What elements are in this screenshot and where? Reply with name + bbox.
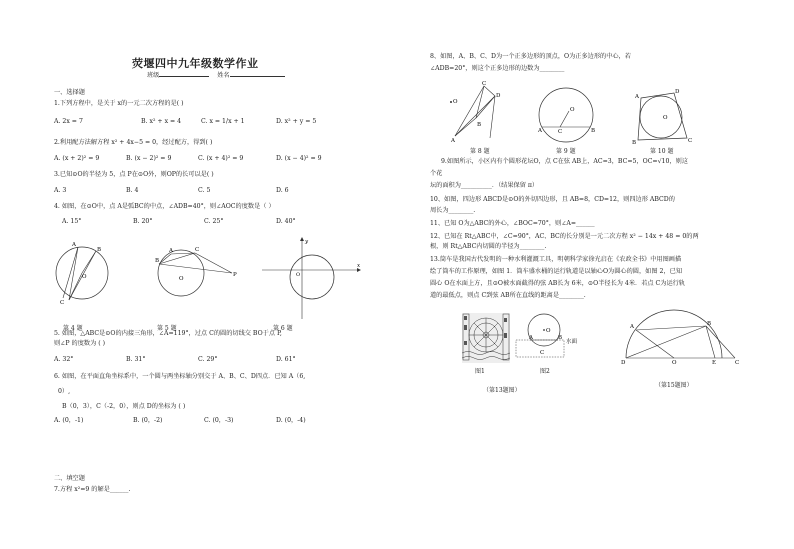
- q10-label-d: D: [675, 89, 680, 95]
- caption-q5: 第 5 题: [157, 325, 177, 332]
- q5-label-c: C: [195, 247, 200, 253]
- q13-line-2: 绘了筒车的工作原理，如图 1．筒车盛水桶的运行轨道是以轴心O为圆心的圆，如图 2，已知: [430, 268, 683, 275]
- q5-label-a: A: [169, 248, 173, 254]
- q15-label-e: E: [712, 360, 717, 366]
- q9-label-o: O: [570, 107, 575, 113]
- q15-label-b: B: [707, 321, 712, 327]
- q9-line-1: 9.如图所示，小区内有个圆形花坛O，点 C在弦 AB上，AC=3，BC=5，OC=√10，则这: [441, 158, 688, 165]
- fig2-label-o: O: [546, 328, 551, 334]
- caption-q8: 第 8 题: [470, 148, 490, 155]
- waterwheel-illustration: [462, 313, 510, 363]
- q15-label-d: D: [621, 360, 626, 366]
- q15-label-o: O: [672, 360, 677, 366]
- q9-line-3: 坛的面积为__________．（结果保留 π）: [430, 182, 539, 189]
- q10-line-2: 周长为________.: [430, 207, 476, 214]
- section-heading-choice: 一、选择题: [54, 89, 85, 96]
- q3-option-a[interactable]: A. 3: [54, 187, 67, 194]
- pt-label-b: B: [97, 247, 102, 253]
- name-blank[interactable]: [230, 70, 285, 77]
- q1-option-a[interactable]: A. 2x = 7: [54, 118, 83, 125]
- caption-q15: （第15题图）: [655, 382, 693, 389]
- q7-stem: 7.方程 x²=9 的解是______.: [54, 486, 131, 493]
- q10-label-c: C: [688, 138, 693, 144]
- q15-label-c: C: [735, 360, 740, 366]
- q2-option-d[interactable]: D. (x − 4)² = 9: [276, 155, 322, 162]
- q2-stem: 2.利用配方法解方程 x² + 4x−5 = 0，经过配方，得到( ): [54, 139, 213, 146]
- caption-q4: 第 4 题: [63, 325, 83, 332]
- q6-option-b[interactable]: B. (0，-2): [133, 417, 163, 424]
- q4-option-b[interactable]: B. 20°: [133, 218, 153, 225]
- figure-q10: [632, 88, 692, 146]
- origin-label: O: [296, 272, 301, 278]
- q5-label-o: O: [179, 276, 184, 282]
- q5-stem-2: 则∠P 的度数为 ( ): [54, 340, 106, 347]
- caption-q9: 第 9 题: [556, 148, 576, 155]
- caption-q6: 第 6 题: [273, 325, 293, 332]
- q8-label-o: O: [453, 99, 458, 105]
- q8-line-1: 8、如图，A、B、C、D为一个正多边形的顶点，O为正多边形的中心，若: [430, 53, 631, 60]
- q12-line-1: 12、已知在 Rt△ABC中，∠C=90°，AC、BC的长分别是一元二次方程 x² − 14x + 48 = 0的两: [430, 233, 699, 240]
- q3-option-d[interactable]: D. 6: [276, 187, 289, 194]
- figure-q15: [620, 318, 742, 366]
- q2-option-c[interactable]: C. (x + 4)² = 9: [198, 155, 244, 162]
- page-title: 荧堰四中九年级数学作业: [132, 57, 259, 70]
- q6-option-c[interactable]: C. (0，-3): [204, 417, 234, 424]
- q5-option-b[interactable]: B. 31°: [126, 356, 146, 363]
- q13-line-3: 圆心 O在水面上方，且⊙O被水面截得的弦 AB长为 6米，⊙O半径长为 4米．若点 C为运行轨: [430, 280, 686, 287]
- q10-label-b: B: [632, 140, 637, 146]
- q1-option-d[interactable]: D. x² + y = 5: [276, 118, 317, 125]
- q6-stem-3: B（0，3），C（-2，0），则点 D的坐标为 ( ): [62, 403, 186, 410]
- q5-stem: 5. 如图，△ABC是⊙O的内接三角形，∠A=119°，过点 C的圆的切线交 BO于点 P,: [54, 330, 282, 337]
- caption-fig2: 图2: [540, 368, 550, 375]
- q13-line-1: 13.筒车是我国古代发明的一种水利灌溉工具，明朝科学家徐光启在《农政全书》中用图画描: [430, 256, 682, 263]
- q10-label-o: O: [663, 115, 668, 121]
- caption-fig1: 图1: [475, 368, 485, 375]
- q12-line-2: 根，则 Rt△ABC内切圆的半径为________.: [430, 243, 547, 250]
- q13-line-4: 道的最低点，则点 C到弦 AB所在直线的距离是________.: [430, 292, 586, 299]
- q8-label-c: C: [482, 81, 487, 87]
- figure-q6: [262, 237, 362, 322]
- q5-label-p: P: [233, 272, 237, 278]
- q8-label-d: D: [496, 93, 501, 99]
- q10-label-a: A: [635, 94, 639, 100]
- q3-option-c[interactable]: C. 5: [198, 187, 211, 194]
- name-label: 姓名: [217, 72, 230, 79]
- q5-option-a[interactable]: A. 32°: [54, 356, 74, 363]
- q9-label-a: A: [538, 128, 542, 134]
- figure-q5: [148, 243, 238, 298]
- q3-option-b[interactable]: B. 4: [126, 187, 139, 194]
- q6-stem-2: 0）,: [58, 388, 71, 395]
- class-label: 班级: [147, 72, 160, 79]
- q2-option-a[interactable]: A. (x + 2)² = 9: [54, 155, 100, 162]
- q15-label-a: A: [630, 324, 634, 330]
- figure-q9: [536, 85, 596, 145]
- q1-option-c[interactable]: C. x = 1/x + 1: [201, 118, 245, 125]
- fig2-label-a: A: [529, 335, 533, 341]
- caption-q13: （第13题图）: [483, 387, 521, 394]
- figure-q4: [55, 240, 115, 310]
- q6-option-d[interactable]: D. (0，-4): [276, 417, 306, 424]
- class-field-row: [147, 70, 285, 80]
- q8-line-2: ∠ADB=20°，则这个正多边形的边数为________: [430, 65, 565, 72]
- q9-label-b: B: [591, 128, 596, 134]
- figure-q8: [446, 82, 501, 142]
- q2-option-b[interactable]: B. (x − 2)² = 9: [126, 155, 172, 162]
- q4-option-a[interactable]: A. 15°: [62, 218, 82, 225]
- q1-option-b[interactable]: B. x² + x = 4: [141, 118, 182, 125]
- axis-label-x: x: [357, 263, 361, 269]
- figure-q13-fig2: [514, 312, 584, 364]
- q10-line-1: 10、如图，四边形 ABCD是⊙O的外切四边形，且 AB=8，CD=12，则四边形 ABCD的: [430, 196, 675, 203]
- q1-stem: 1.下列方程中，是关于 x的一元二次方程的是( ): [54, 100, 184, 107]
- q11-stem: 11、已知 O为△ABC的外心，∠BOC=70°，则∠A=______: [430, 220, 595, 227]
- q8-label-a: A: [451, 138, 455, 144]
- q5-option-c[interactable]: C. 29°: [198, 356, 218, 363]
- caption-q10: 第 10 题: [650, 148, 674, 155]
- q5-label-b: B: [155, 258, 160, 264]
- q6-option-a[interactable]: A. (0，-1): [54, 417, 84, 424]
- section-heading-fill: 二、填空题: [54, 475, 85, 482]
- water-surface-label: 水面: [566, 339, 578, 345]
- q5-option-d[interactable]: D. 61°: [276, 356, 296, 363]
- class-blank[interactable]: [159, 70, 209, 77]
- q4-option-c[interactable]: C. 25°: [204, 218, 224, 225]
- fig2-label-b: B: [558, 335, 563, 341]
- q9-line-2: 个花: [430, 170, 443, 177]
- pt-label-c: C: [60, 300, 65, 306]
- pt-label-o: O: [82, 274, 87, 280]
- q6-stem: 6. 如图，在平面直角坐标系中，一个圆与两坐标轴分别交于 A、B、C、D四点．已知 A（6,: [54, 373, 306, 380]
- q3-stem: 3.已知⊙O的半径为 5，点 P在⊙O外，则OP的长可以是( ): [54, 171, 214, 178]
- q4-option-d[interactable]: D. 40°: [276, 218, 296, 225]
- q9-label-c: C: [558, 129, 563, 135]
- axis-label-y: y: [305, 239, 309, 245]
- q4-stem: 4. 如图，在⊙O中，点 A是弧BC的中点，∠ADB=40°，则∠AOC的度数是（ ）: [54, 203, 275, 210]
- pt-label-a: A: [72, 242, 76, 248]
- q8-label-b: B: [477, 122, 482, 128]
- fig2-label-c: C: [540, 350, 545, 356]
